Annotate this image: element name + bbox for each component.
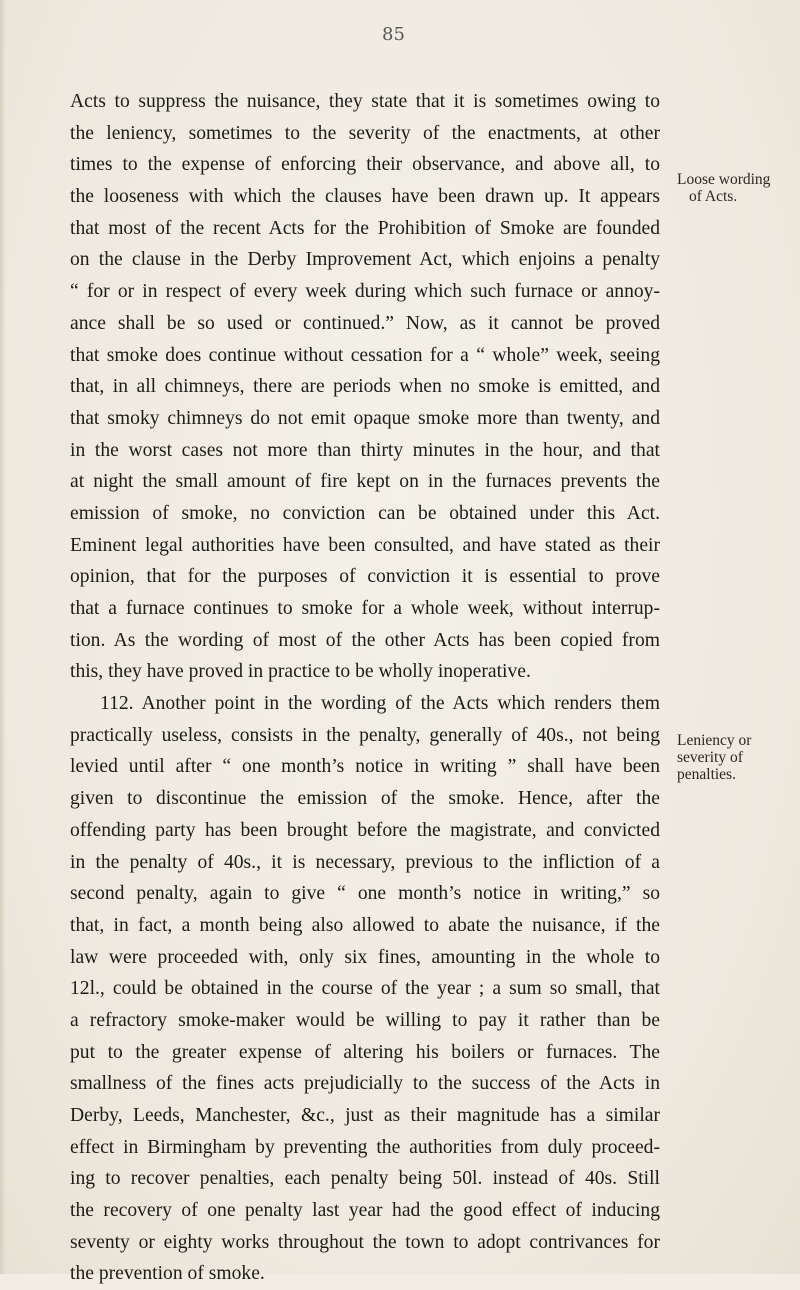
text-line: practically useless, consists in the penalty, generally of 40s., not being [70,724,660,746]
text-line: “ for or in respect of every week during which such furnace or annoy- [70,281,660,303]
text-line: tion. As the wording of most of the other Acts has been copied from [70,629,660,651]
text-line: Eminent legal authorities have been consulted, and have stated as their [70,534,660,556]
text-line: Acts to suppress the nuisance, they state that it is sometimes owing to [70,91,660,112]
text-line: 12l., could be obtained in the course of the year ; a sum so small, that [70,978,660,1000]
text-line: that, in fact, a month being also allowed to abate the nuisance, if the [70,914,660,936]
text-line: that most of the recent Acts for the Prohibition of Smoke are founded [70,217,660,239]
page-binding-shadow [0,0,6,1274]
text-line: put to the greater expense of altering his boilers or furnaces. The [70,1041,660,1063]
marginal-note-line: Loose wording [677,171,771,188]
text-line: on the clause in the Derby Improvement Act, which enjoins a penalty [70,249,660,271]
text-line: a refractory smoke-maker would be willing to pay it rather than be [70,1009,660,1031]
marginal-note-line: Leniency or [677,732,752,749]
text-line: that smoky chimneys do not emit opaque smoke more than twenty, and [70,407,660,429]
marginal-note-leniency [677,732,797,783]
text-line: ance shall be so used or continued.” Now, as it cannot be proved [70,312,660,334]
body-text [70,86,660,1290]
text-line: smallness of the fines acts prejudicially to the success of the Acts in [70,1073,660,1095]
text-line: that smoke does continue without cessation for a “ whole” week, seeing [70,344,660,366]
paragraph-start-line: 112. Another point in the wording of the Acts which renders them [100,693,660,715]
text-line: ing to recover penalties, each penalty being 50l. instead of 40s. Still [70,1168,660,1190]
text-line: the prevention of smoke. [70,1263,265,1285]
text-line: law were proceeded with, only six fines, amounting in the whole to [70,946,660,968]
marginal-note-loose-wording [677,171,797,205]
text-line: that, in all chimneys, there are periods when no smoke is emitted, and [70,376,660,398]
page-number: 85 [382,24,405,45]
text-line: given to discontinue the emission of the smoke. Hence, after the [70,788,660,810]
text-line: the looseness with which the clauses have been drawn up. It appears [70,186,660,208]
marginal-note-line: severity of [677,749,743,766]
text-line: this, they have proved in practice to be wholly inoperative. [70,661,531,683]
marginal-note-line: of Acts. [689,188,738,205]
text-line: seventy or eighty works throughout the town to adopt contrivances for [70,1231,660,1253]
text-line: Derby, Leeds, Manchester, &c., just as their magnitude has a similar [70,1105,660,1126]
text-line: the recovery of one penalty last year had the good effect of inducing [70,1200,660,1222]
text-line: opinion, that for the purposes of conviction it is essential to prove [70,566,660,588]
text-line: second penalty, again to give “ one month’s notice in writing,” so [70,883,660,905]
text-line: in the worst cases not more than thirty minutes in the hour, and that [70,439,660,461]
marginal-note-line: penalties. [677,766,736,783]
text-line: at night the small amount of fire kept on in the furnaces prevents the [70,471,660,493]
text-line: that a furnace continues to smoke for a whole week, without interrup- [70,598,660,619]
text-line: effect in Birmingham by preventing the authorities from duly proceed- [70,1136,660,1158]
text-line: the leniency, sometimes to the severity of the enactments, at other [70,122,660,144]
text-line: times to the expense of enforcing their observance, and above all, to [70,154,660,176]
text-line: emission of smoke, no conviction can be obtained under this Act. [70,502,660,524]
text-line: offending party has been brought before the magistrate, and convicted [70,819,660,841]
text-line: levied until after “ one month’s notice in writing ” shall have been [70,756,660,778]
text-line: in the penalty of 40s., it is necessary, previous to the infliction of a [70,851,660,873]
